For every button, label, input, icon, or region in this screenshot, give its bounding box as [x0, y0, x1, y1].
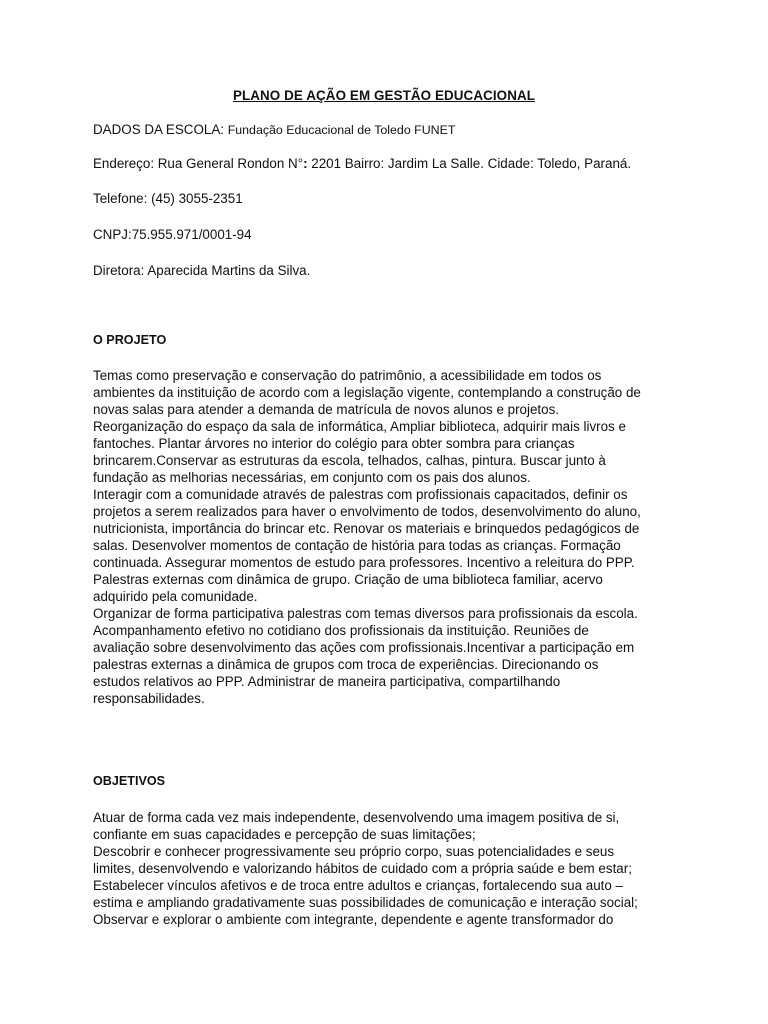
address-line — [93, 155, 631, 172]
paragraph-line: Observar e explorar o ambiente com integrante, dependente e agente transformador do — [93, 912, 614, 927]
paragraph-line: Temas como preservação e conservação do patrimônio, a acessibilidade em todos os — [93, 368, 602, 383]
paragraph-line: limites, desenvolvendo e valorizando hábitos de cuidado com a própria saúde e bem estar; — [93, 861, 632, 876]
paragraph-line: salas. Desenvolver momentos de contação de história para todas as crianças. Formação — [93, 538, 621, 553]
school-data-label: DADOS DA ESCOLA: — [93, 122, 228, 137]
paragraph-line: Palestras externas com dinâmica de grupo. Criação de uma biblioteca familiar, acervo — [93, 572, 603, 587]
paragraph-line: responsabilidades. — [93, 691, 205, 706]
paragraph-line: Interagir com a comunidade através de palestras com profissionais capacitados, definir os — [93, 487, 628, 502]
project-paragraph — [93, 367, 683, 707]
paragraph-line: Atuar de forma cada vez mais independente, desenvolvendo uma imagem positiva de si, — [93, 810, 620, 825]
paragraph-line: ambientes da instituição de acordo com a legislação vigente, contemplando a construção de — [93, 385, 641, 400]
paragraph-line: continuada. Assegurar momentos de estudo para professores. Incentivo a releitura do PPP. — [93, 555, 635, 570]
document-title: PLANO DE AÇÃO EM GESTÃO EDUCACIONAL — [232, 88, 536, 103]
paragraph-line: confiante em suas capacidades e percepção de suas limitações; — [93, 827, 476, 842]
paragraph-line: estudos relativos ao PPP. Administrar de maneira participativa, compartilhando — [93, 674, 561, 689]
paragraph-line: Organizar de forma participativa palestras com temas diversos para profissionais da escola. — [93, 606, 638, 621]
paragraph-line: palestras externas a dinâmica de grupos com troca de experiências. Direcionando os — [93, 657, 599, 672]
paragraph-line: projetos a serem realizados para haver o envolvimento de todos, desenvolvimento do aluno, — [93, 504, 641, 519]
cnpj-line: CNPJ:75.955.971/0001-94 — [93, 227, 252, 242]
project-heading: O PROJETO — [93, 333, 167, 347]
director-line: Diretora: Aparecida Martins da Silva. — [93, 263, 311, 278]
paragraph-line: nutricionista, importância do brincar etc. Renovar os materiais e brinquedos pedagógicos de — [93, 521, 640, 536]
phone-line: Telefone: (45) 3055-2351 — [93, 191, 243, 206]
address-value: 2201 Bairro: Jardim La Salle. Cidade: Toledo, Paraná. — [307, 156, 632, 171]
paragraph-line: Reorganização do espaço da sala de informática, Ampliar biblioteca, adquirir mais livros e — [93, 419, 626, 434]
paragraph-line: fantoches. Plantar árvores no interior do colégio para obter sombra para crianças — [93, 436, 575, 451]
paragraph-line: brincarem.Conservar as estruturas da escola, telhados, calhas, pintura. Buscar junto à — [93, 453, 606, 468]
paragraph-line: Descobrir e conhecer progressivamente seu próprio corpo, suas potencialidades e seus — [93, 844, 615, 859]
address-colon: : — [303, 156, 308, 171]
address-label: Endereço: Rua General Rondon N° — [93, 156, 304, 171]
paragraph-line: estima e ampliando gradativamente suas possibilidades de comunicação e interação social; — [93, 895, 638, 910]
objectives-paragraph — [93, 809, 683, 928]
paragraph-line: adquirido pela comunidade. — [93, 589, 258, 604]
school-name: Fundação Educacional de Toledo FUNET — [227, 123, 456, 137]
objectives-heading: OBJETIVOS — [93, 774, 166, 788]
paragraph-line: novas salas para atender a demanda de matrícula de novos alunos e projetos. — [93, 402, 559, 417]
paragraph-line: Estabelecer vínculos afetivos e de troca entre adultos e crianças, fortalecendo sua auto – — [93, 878, 623, 893]
school-data-line — [93, 121, 455, 139]
paragraph-line: fundação as melhorias necessárias, em conjunto com os pais dos alunos. — [93, 470, 531, 485]
paragraph-line: Acompanhamento efetivo no cotidiano dos profissionais da instituição. Reuniões de — [93, 623, 589, 638]
paragraph-line: avaliação sobre desenvolvimento das ações com profissionais.Incentivar a participação em — [93, 640, 635, 655]
